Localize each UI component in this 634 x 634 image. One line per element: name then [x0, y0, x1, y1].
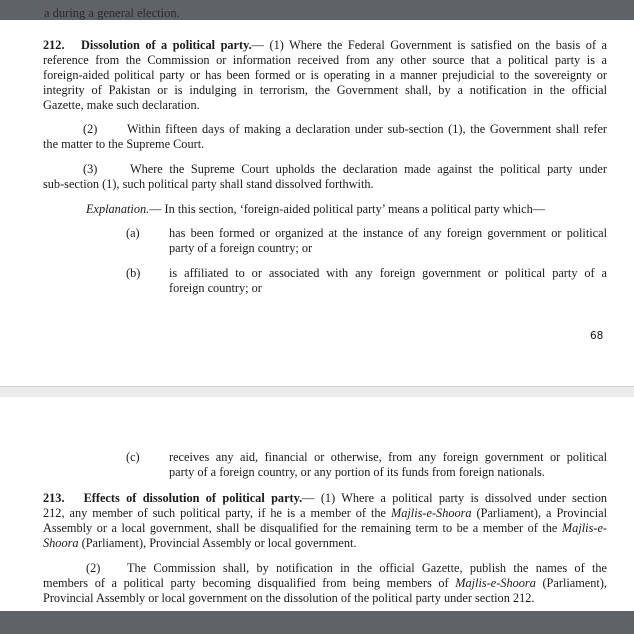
section-212-sub2-number: (2) [83, 122, 98, 136]
clause-b-line1: is affiliated to or associated with any foreign government or political party of a [169, 266, 607, 280]
majlis-e-shoora-italic-2: Majlis-e-Shoora [455, 576, 536, 590]
clause-a-line1: has been formed or organized at the instance of any foreign government or political [169, 226, 607, 240]
shoora-italic: Shoora [43, 536, 79, 550]
section-212-sub1-line2: reference from the Commission or information received from any other source that a political party is a [43, 53, 607, 67]
clause-c-label: (c) [126, 450, 140, 464]
clause-b-line2: foreign country; or [169, 281, 262, 295]
explanation-label: Explanation. [86, 202, 150, 216]
section-213-sub2-line3: Provincial Assembly or local government on the dissolution of the political party under section 212. [43, 591, 535, 605]
majlis-e-italic: Majlis-e- [561, 521, 607, 535]
section-212-sub1-line1: (1) Where the Federal Government is satisfied on the basis of a [269, 38, 608, 52]
section-212-sub3-number: (3) [83, 162, 98, 176]
clause-a-line2: party of a foreign country; or [169, 241, 313, 255]
section-213-sub2-line2-b: (Parliament), [535, 576, 607, 590]
section-213-sub2-line1: The Commission shall, by notification in the official Gazette, publish the names of the [127, 561, 607, 575]
section-212-heading-line [43, 38, 607, 53]
explanation-line [86, 202, 545, 217]
section-213-sub1-line1: (1) Where a political party is dissolved under section [320, 491, 608, 505]
section-212-sub2-line1: Within fifteen days of making a declaration under sub-section (1), the Government shall refer [127, 122, 607, 136]
explanation-text: — In this section, ‘foreign-aided political party’ means a political party which— [149, 202, 546, 216]
cut-off-text: a during a general election. [44, 6, 180, 20]
section-212-sub2-line2: the matter to the Supreme Court. [43, 137, 205, 151]
section-213-dash: — [302, 491, 315, 505]
clause-c-line2: party of a foreign country, or any portion of its funds from foreign nationals. [169, 465, 545, 479]
section-213-sub1-line2 [43, 506, 607, 521]
section-213-sub1-line3-a: Assembly or a local government, shall be disqualified for the remaining term to be a member of the [43, 521, 562, 535]
section-213-title: Effects of dissolution of political party. [83, 491, 303, 505]
bottom-dark-bar [0, 611, 634, 634]
page-68 [0, 20, 634, 386]
page-number: 68 [590, 330, 604, 342]
section-212-dash: — [251, 38, 264, 52]
clause-b-label: (b) [126, 266, 141, 280]
page-69 [0, 397, 634, 611]
section-212-title: Dissolution of a political party. [81, 38, 252, 52]
section-213-sub2-line2-a: members of a political party becoming disqualified from being members of [43, 576, 456, 590]
section-213-sub1-line3 [43, 521, 607, 536]
clause-c-line1: receives any aid, financial or otherwise, from any foreign government or political [169, 450, 607, 464]
top-dark-bar [0, 0, 634, 20]
section-213-heading-line [43, 491, 607, 506]
section-213-sub1-line2-b: (Parliament), a Provincial [471, 506, 607, 520]
section-212-sub1-line3: foreign-aided political party or has been formed or is operating in a manner prejudicial to the sovereignty or [43, 68, 607, 82]
section-213-sub1-line2-a: 212, any member of such political party, if he is a member of the [43, 506, 391, 520]
section-212-sub1-line4: integrity of Pakistan or is indulging in terrorism, the Government shall, by a notification in the official [43, 83, 607, 97]
section-213-number: 213. [43, 491, 65, 505]
section-212-number: 212. [43, 38, 65, 52]
clause-a-label: (a) [126, 226, 140, 240]
section-213-sub1-line4-b: (Parliament), Provincial Assembly or local government. [78, 536, 357, 550]
majlis-e-shoora-italic: Majlis-e-Shoora [390, 506, 472, 520]
section-213-sub1-line4 [43, 536, 357, 551]
section-213-sub2-line2 [43, 576, 607, 591]
section-212-sub3-line1: Where the Supreme Court upholds the declaration made against the political party under [130, 162, 607, 176]
section-213-sub2-number: (2) [86, 561, 101, 575]
section-212-sub3-line2: sub-section (1), such political party shall stand dissolved forthwith. [43, 177, 374, 191]
section-212-sub1-line5: Gazette, make such declaration. [43, 98, 200, 112]
